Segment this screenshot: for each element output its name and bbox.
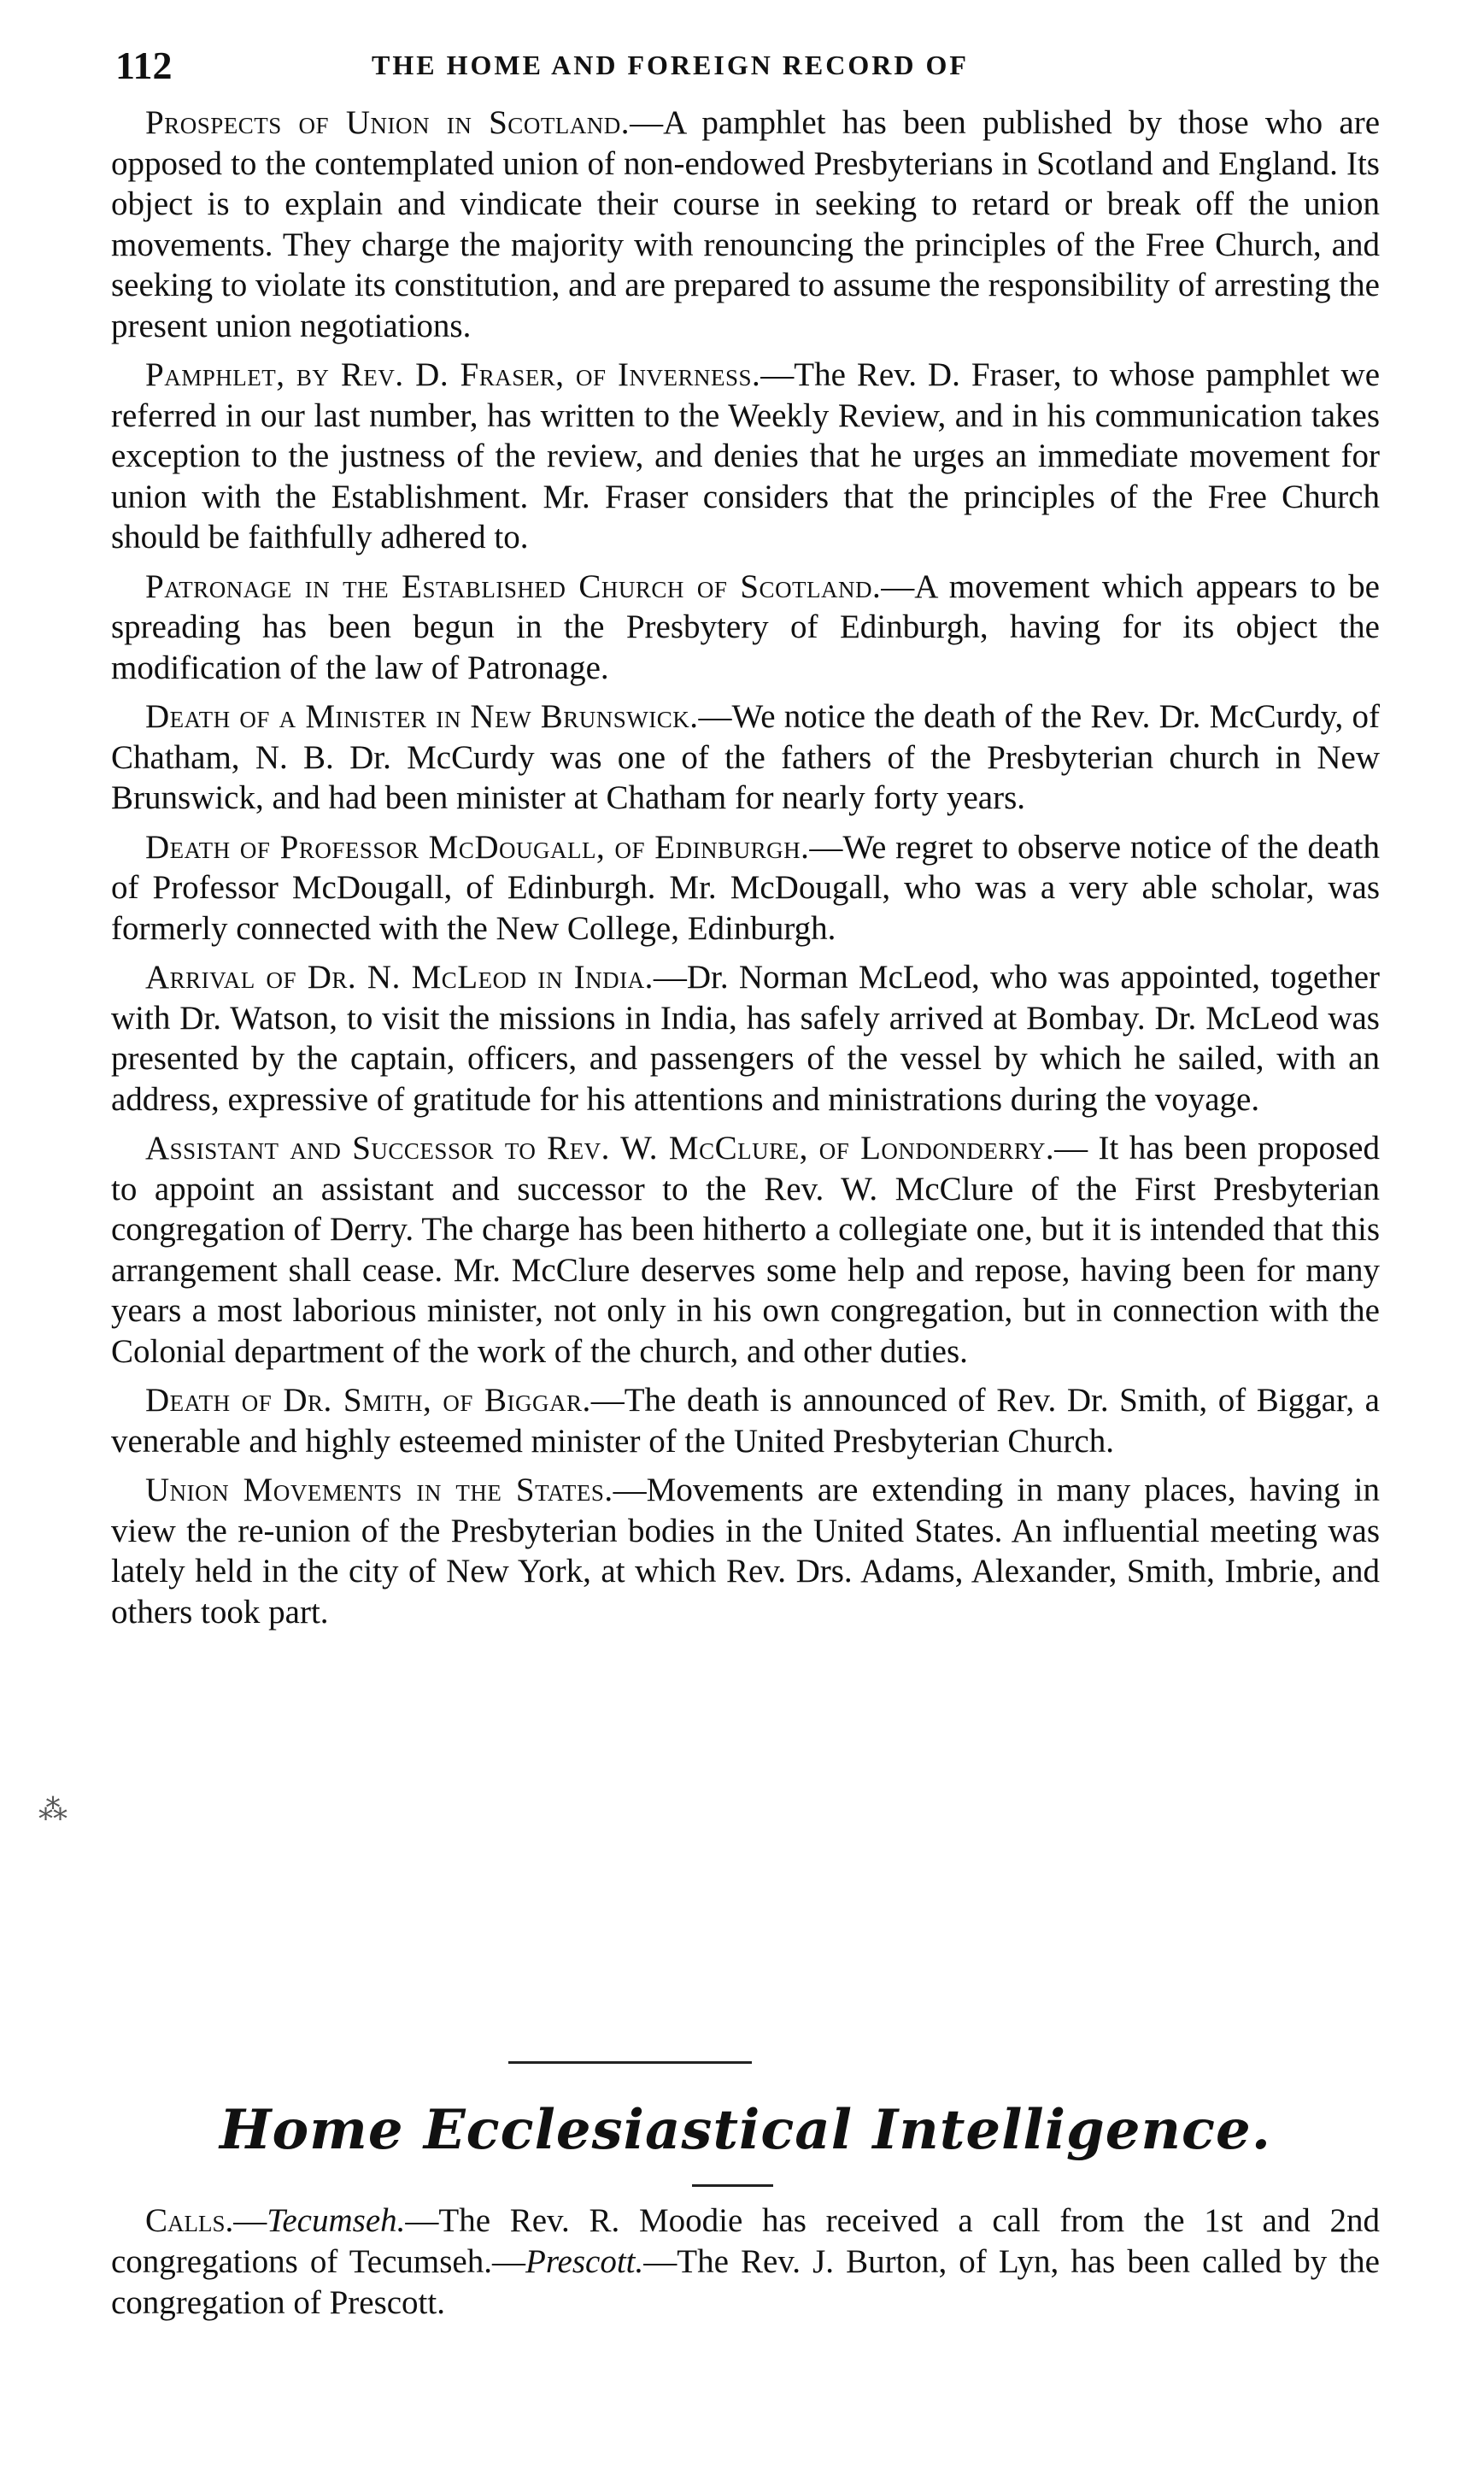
article-head: Patronage in the Established Church of Scotland. [145, 567, 882, 605]
article-head: Death of a Minister in New Brunswick. [145, 698, 699, 735]
article-death-smith [111, 1380, 1380, 1461]
calls-text-1: —The Rev. R. Moodie has received a call from the 1st and 2nd congregations of Tecumseh.— [111, 2202, 1380, 2280]
news-column [111, 103, 1380, 1641]
article-union-states [111, 1470, 1380, 1632]
article-body: —The Rev. D. Fraser, to whose pamphlet we referred in our last number, has written to the Weekly Review, and in his communication takes exception to the justness of the review, and denies that he urges an immediate movement for union with the Establishment. Mr. Fraser considers that the principles of the Free Church should be faithfully adhered to. [111, 356, 1381, 555]
article-head: Union Movements in the States. [145, 1472, 613, 1508]
running-head: THE HOME AND FOREIGN RECORD OF [372, 50, 969, 80]
article-mcclure-successor [111, 1128, 1380, 1372]
article-head: Arrival of Dr. N. McLeod in India. [145, 959, 654, 996]
article-death-mccurdy [111, 696, 1380, 819]
article-head: Assistant and Successor to Rev. W. McClure, of Londonderry. [145, 1130, 1055, 1166]
section-divider [508, 2061, 752, 2064]
article-body: —Movements are extending in many places, having in view the re-union of the Presbyterian bodies in the United States. An influential meeting was lately held in the city of New York, at which Rev. Drs. Adams, Alexander, Smith, Imbrie, and others took part. [111, 1472, 1381, 1631]
ink-blot-mark: ⁂ [38, 1795, 67, 1826]
article-fraser-pamphlet [111, 355, 1380, 558]
calls-dash: — [233, 2202, 267, 2239]
article-head: Prospects of Union in Scotland. [145, 104, 631, 141]
article-head: Death of Professor McDougall, of Edinburgh. [145, 828, 810, 866]
calls-place-tecumseh: Tecumseh. [267, 2202, 406, 2239]
article-mcleod-india [111, 957, 1380, 1119]
page-number: 112 [115, 44, 173, 87]
article-death-mcdougall [111, 827, 1380, 949]
section-title: Home Ecclesiastical Intelligence. [219, 2098, 1272, 2162]
article-head: Pamphlet, by Rev. D. Fraser, of Inverness. [145, 356, 761, 393]
article-head: Death of Dr. Smith, of Biggar. [145, 1382, 591, 1419]
article-body: —A pamphlet has been published by those who are opposed to the contemplated union of non-endowed Presbyterians in Scotland and England. Its object is to explain and vindicate their course in seeking to retard or break off the union movements. They charge the majority with renouncing the principles of the Free Church, and seeking to violate its constitution, and are prepared to assume the responsibility of arresting the present union negotiations. [111, 104, 1381, 344]
calls-head: Calls. [145, 2202, 234, 2239]
calls-paragraph [111, 2201, 1380, 2324]
calls-place-prescott: Prescott. [525, 2243, 644, 2280]
article-body: —We notice the death of the Rev. Dr. McCurdy, of Chatham, N. B. Dr. McCurdy was one of the fathers of the Presbyterian church in New Brunswick, and had been minister at Chatham for nearly forty years. [111, 698, 1381, 816]
article-union-scotland [111, 103, 1380, 346]
calls-text-2: —The Rev. J. Burton, of Lyn, has been called by the congregation of Prescott. [111, 2243, 1380, 2321]
article-body: —The death is announced of Rev. Dr. Smith, of Biggar, a venerable and highly esteemed minister of the United Presbyterian Church. [111, 1382, 1380, 1460]
article-body: —Dr. Norman McLeod, who was appointed, together with Dr. Watson, to visit the missions in India, has safely arrived at Bombay. Dr. McLeod was presented by the captain, officers, and passengers of the vessel by which he sailed, with an address, expressive of gratitude for his attentions and ministrations during the voyage. [111, 959, 1380, 1118]
title-underline [692, 2184, 773, 2187]
article-patronage [111, 567, 1380, 689]
article-body: — It has been proposed to appoint an assistant and successor to the Rev. W. McClure of the First Presbyterian congregation of Derry. The charge has been hitherto a collegiate one, but it is intended that this arrangement shall cease. Mr. McClure deserves some help and repose, having been for many years a most laborious minister, not only in his own congregation, but in connection with the Colonial department of the work of the church, and other duties. [111, 1130, 1380, 1370]
article-body: —We regret to observe notice of the death of Professor McDougall, of Edinburgh. Mr. McDougall, who was a very able scholar, was formerly connected with the New College, Edinburgh. [111, 828, 1380, 947]
page-header [115, 43, 1375, 94]
article-body: —A movement which appears to be spreading has been begun in the Presbytery of Edinburgh, having for its object the modification of the law of Patronage. [111, 567, 1380, 686]
